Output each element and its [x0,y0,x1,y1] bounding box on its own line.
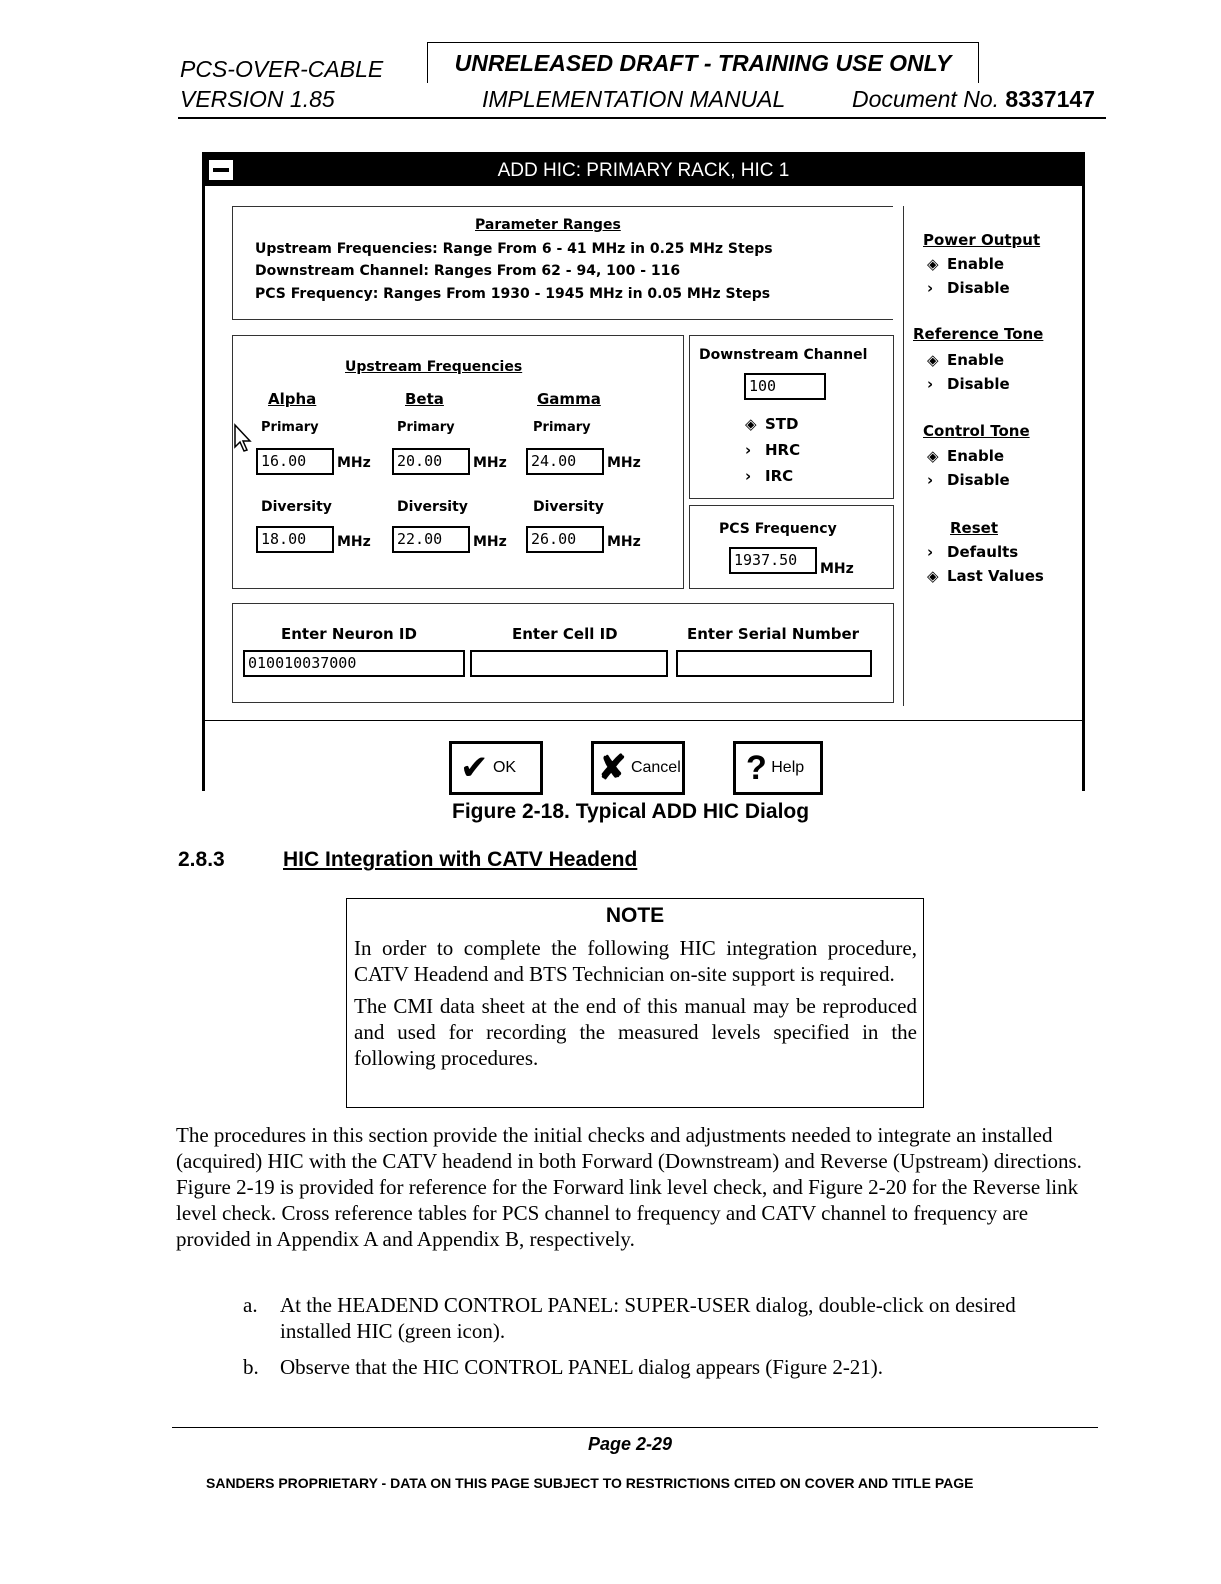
serial-number-input[interactable] [676,650,872,677]
control-disable-option[interactable]: › Disable [927,471,1010,489]
control-disable-radio-icon: › [927,471,934,489]
gamma-primary-unit: MHz [607,455,641,471]
neuron-id-label: Enter Neuron ID [281,625,417,643]
reset-last-values-radio-selected-icon: ◈ [927,567,939,585]
pcs-frequency-input[interactable]: 1937.50 [729,547,817,574]
help-button[interactable]: ? Help [733,741,823,795]
step-b-marker: b. [243,1355,259,1379]
beta-diversity-unit: MHz [473,534,507,550]
x-icon: ✘ [598,749,627,787]
draft-banner: UNRELEASED DRAFT - TRAINING USE ONLY [427,42,979,83]
side-panel-divider [903,206,904,706]
beta-primary-unit: MHz [473,455,507,471]
reference-disable-option[interactable]: › Disable [927,375,1010,393]
checkmark-icon: ✔ [460,749,489,787]
gamma-label: Gamma [537,390,601,408]
beta-label: Beta [405,390,444,408]
irc-option[interactable]: › IRC [745,467,794,485]
std-radio-selected-icon: ◈ [745,415,757,433]
ok-button[interactable]: ✔ OK [449,741,543,795]
ranges-downstream: Downstream Channel: Ranges From 62 - 94, 100 - 116 [255,263,681,279]
hrc-option[interactable]: › HRC [745,441,801,459]
reference-enable-option[interactable]: ◈ Enable [927,351,1005,369]
step-a-marker: a. [243,1293,258,1317]
alpha-primary-input[interactable]: 16.00 [256,448,334,475]
manual-title: IMPLEMENTATION MANUAL [482,86,786,112]
beta-primary-input[interactable]: 20.00 [392,448,470,475]
gamma-diversity-unit: MHz [607,534,641,550]
proprietary-notice: SANDERS PROPRIETARY - DATA ON THIS PAGE SUBJECT TO RESTRICTIONS CITED ON COVER AND TITLE PAGE [206,1475,974,1491]
beta-diversity-label: Diversity [397,499,468,515]
reference-disable-radio-icon: › [927,375,934,393]
control-tone-heading: Control Tone [923,422,1030,440]
cell-id-input[interactable] [470,650,668,677]
downstream-channel-input[interactable]: 100 [744,373,826,400]
ranges-upstream: Upstream Frequencies: Range From 6 - 41 MHz in 0.25 MHz Steps [255,241,773,257]
alpha-diversity-label: Diversity [261,499,332,515]
gamma-primary-input[interactable]: 24.00 [526,448,604,475]
ranges-heading: Parameter Ranges [475,217,621,233]
power-enable-option[interactable]: ◈ Enable [927,255,1005,273]
page-number: Page 2-29 [588,1434,673,1454]
reset-heading: Reset [950,519,998,537]
reset-defaults-option[interactable]: › Defaults [927,543,1019,561]
power-output-heading: Power Output [923,231,1041,249]
alpha-label: Alpha [268,390,317,408]
alpha-diversity-unit: MHz [337,534,371,550]
note-paragraph-1: In order to complete the following HIC integration procedure, CATV Headend and BTS Technician on-site support is required. [354,936,917,986]
beta-diversity-input[interactable]: 22.00 [392,526,470,553]
reference-tone-heading: Reference Tone [913,325,1044,343]
figure-caption: Figure 2-18. Typical ADD HIC Dialog [452,800,810,823]
reset-last-values-option[interactable]: ◈ Last Values [927,567,1044,585]
dialog-titlebar [205,155,1082,186]
step-b-text: Observe that the HIC CONTROL PANEL dialog appears (Figure 2-21). [280,1355,884,1379]
step-a [243,1292,1080,1344]
cell-id-label: Enter Cell ID [512,625,618,643]
power-disable-radio-icon: › [927,279,934,297]
header-rule [178,117,1106,119]
add-hic-dialog [202,152,1085,791]
note-box [346,898,924,1108]
product-name: PCS-OVER-CABLE [180,56,384,82]
std-option[interactable]: ◈ STD [745,415,799,433]
hrc-radio-icon: › [745,441,752,459]
downstream-heading: Downstream Channel [699,347,868,363]
gamma-diversity-input[interactable]: 26.00 [526,526,604,553]
system-menu-button[interactable] [209,160,233,180]
irc-radio-icon: › [745,467,752,485]
body-paragraph: The procedures in this section provide the initial checks and adjustments needed to integrate an installed (acquired) HIC with the CATV headend in both Forward (Downstream) and Reverse (Upstream) directions. Figure 2-19 is provided for reference for the Forward link level check, and Figure 2-20 for the Reverse link level check. Cross reference tables for PCS channel to frequency and CATV channel to frequency are provided in Appendix A and Appendix B, respectively. [176,1123,1082,1251]
serial-number-label: Enter Serial Number [687,625,860,643]
note-title: NOTE [605,904,665,927]
power-disable-option[interactable]: › Disable [927,279,1010,297]
cancel-button[interactable]: ✘ Cancel [591,741,685,795]
document-number: Document No. 8337147 [852,86,1095,112]
version-label: VERSION 1.85 [180,86,335,112]
section-number: 2.8.3 [178,848,225,871]
power-enable-radio-selected-icon: ◈ [927,255,939,273]
section-title: HIC Integration with CATV Headend [283,848,638,871]
ranges-pcs: PCS Frequency: Ranges From 1930 - 1945 MHz in 0.05 MHz Steps [255,286,771,302]
reference-enable-radio-selected-icon: ◈ [927,351,939,369]
dialog-title: ADD HIC: PRIMARY RACK, HIC 1 [497,160,790,181]
step-a-text: At the HEADEND CONTROL PANEL: SUPER-USER dialog, double-click on desired installed HIC (green icon). [280,1293,1016,1343]
step-b [243,1354,1080,1380]
mouse-pointer-icon [233,423,253,453]
control-enable-option[interactable]: ◈ Enable [927,447,1005,465]
note-paragraph-2: The CMI data sheet at the end of this manual may be reproduced and used for recording the measured levels specified in the following procedures. [354,994,917,1070]
button-bar-divider [205,720,1082,721]
pcs-frequency-unit: MHz [820,561,854,577]
upstream-heading: Upstream Frequencies [345,359,523,375]
footer-rule [172,1427,1098,1428]
alpha-diversity-input[interactable]: 18.00 [256,526,334,553]
beta-primary-label: Primary [397,420,455,435]
gamma-primary-label: Primary [533,420,591,435]
gamma-diversity-label: Diversity [533,499,604,515]
alpha-primary-unit: MHz [337,455,371,471]
question-mark-icon: ? [746,749,767,787]
control-enable-radio-selected-icon: ◈ [927,447,939,465]
alpha-primary-label: Primary [261,420,319,435]
pcs-heading: PCS Frequency [719,521,837,537]
reset-defaults-radio-icon: › [927,543,934,561]
neuron-id-input[interactable]: 010010037000 [243,650,465,677]
